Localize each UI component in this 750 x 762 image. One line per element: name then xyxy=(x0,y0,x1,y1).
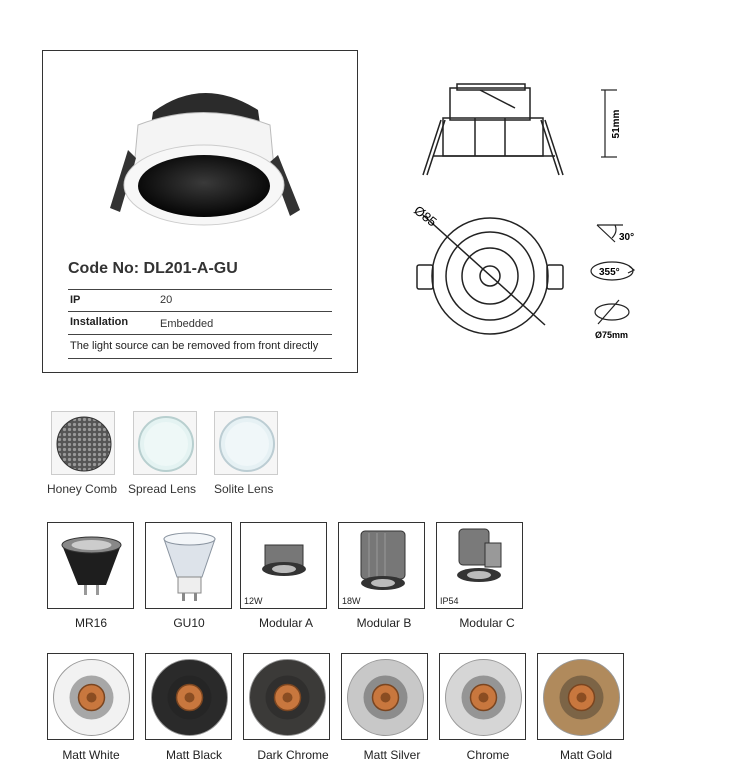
finish-swatch xyxy=(146,654,232,740)
accessory-label-solite-lens: Solite Lens xyxy=(214,482,274,496)
spec-divider xyxy=(68,289,332,290)
finish-label-chrome: Chrome xyxy=(466,748,510,762)
finish-label-matt-gold: Matt Gold xyxy=(559,748,613,762)
diameter-label: Ø85 xyxy=(411,202,440,230)
light-source-mr16 xyxy=(47,522,134,609)
led-chip-icon xyxy=(283,693,293,703)
finish-label-dark-chrome: Dark Chrome xyxy=(257,748,329,762)
spec-key-ip: IP xyxy=(70,294,81,306)
power-tag: 12W xyxy=(244,596,263,606)
accessory-label-honey-comb: Honey Comb xyxy=(47,482,118,496)
accessory-label-spread-lens: Spread Lens xyxy=(128,482,197,496)
light-source-label-modular-a: Modular A xyxy=(258,616,314,630)
product-code: Code No: DL201-A-GU xyxy=(68,260,238,277)
spread-lens-icon xyxy=(133,411,197,475)
technical-drawing xyxy=(405,80,655,350)
spec-value-ip: 20 xyxy=(160,294,173,306)
finish-swatch xyxy=(48,654,134,740)
side-view-drawing xyxy=(423,84,563,175)
finish-swatch xyxy=(440,654,526,740)
light-source-modular-a xyxy=(240,522,327,609)
power-tag: 18W xyxy=(342,596,361,606)
finish-matt-white xyxy=(47,653,134,740)
finish-matt-silver xyxy=(341,653,428,740)
finish-swatch xyxy=(342,654,428,740)
mr16-lamp-icon xyxy=(48,523,134,609)
light-source-label-mr16: MR16 xyxy=(74,616,107,630)
cutout-label: Ø75mm xyxy=(595,330,629,340)
light-source-modular-c xyxy=(436,522,523,609)
finish-label-matt-white: Matt White xyxy=(62,748,120,762)
rotation-label: 355° xyxy=(599,267,620,278)
finish-dark-chrome xyxy=(243,653,330,740)
led-chip-icon xyxy=(479,693,489,703)
finish-matt-black xyxy=(145,653,232,740)
spec-key-installation: Installation xyxy=(70,316,129,328)
gu10-lamp-icon xyxy=(146,523,232,609)
cutout-icon xyxy=(595,300,629,324)
finish-label-matt-black: Matt Black xyxy=(165,748,222,762)
finish-chrome xyxy=(439,653,526,740)
top-view-drawing xyxy=(417,215,563,334)
spec-divider xyxy=(68,311,332,312)
led-chip-icon xyxy=(577,693,587,703)
product-note: The light source can be removed from front directly xyxy=(70,340,319,352)
led-chip-icon xyxy=(87,693,97,703)
light-source-label-gu10: GU10 xyxy=(173,616,205,630)
light-source-gu10 xyxy=(145,522,232,609)
finish-label-matt-silver: Matt Silver xyxy=(363,748,421,762)
spec-divider xyxy=(68,358,332,359)
spec-value-installation: Embedded xyxy=(160,318,214,330)
honeycomb-icon xyxy=(51,411,115,475)
led-chip-icon xyxy=(381,693,391,703)
light-source-label-modular-b: Modular B xyxy=(356,616,412,630)
height-label: 51mm xyxy=(611,109,622,139)
light-source-modular-b xyxy=(338,522,425,609)
finish-matt-gold xyxy=(537,653,624,740)
finish-swatch xyxy=(244,654,330,740)
ip-tag: IP54 xyxy=(440,596,459,606)
light-source-label-modular-c: Modular C xyxy=(459,616,515,630)
spec-divider xyxy=(68,334,332,335)
finish-swatch xyxy=(538,654,624,740)
downlight-photo xyxy=(98,80,308,230)
solite-lens-icon xyxy=(214,411,278,475)
led-chip-icon xyxy=(185,693,195,703)
tilt-label: 30° xyxy=(619,232,635,243)
